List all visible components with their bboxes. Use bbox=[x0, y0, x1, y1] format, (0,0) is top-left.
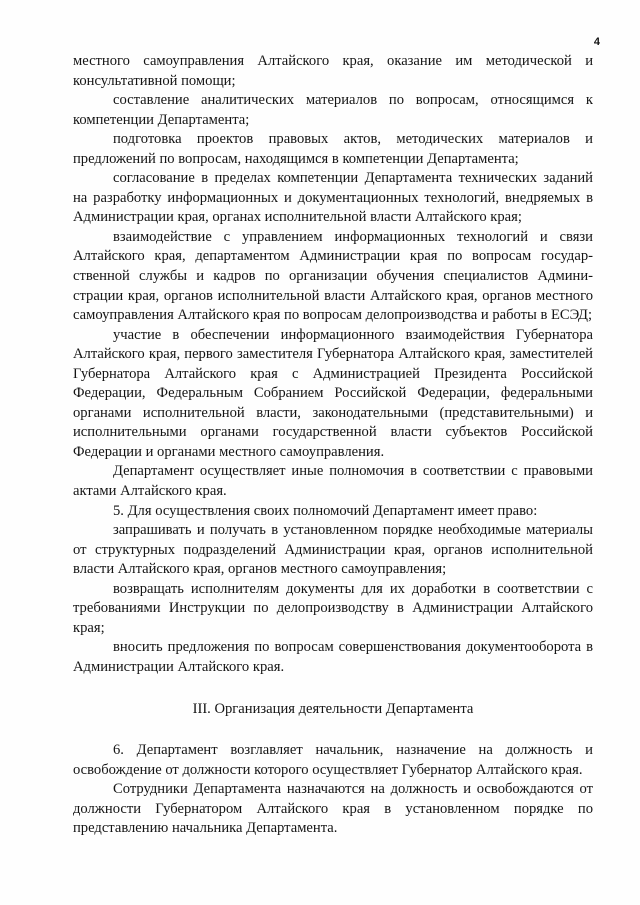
paragraph: подготовка проектов правовых актов, методических материалов и предложений по вопросам, находящимся в компетенции Департамента; bbox=[73, 131, 593, 167]
section-heading: III. Организация деятельности Департамента bbox=[192, 700, 474, 717]
paragraph: 5. Для осуществления своих полномочий Департамент имеет право: bbox=[113, 502, 538, 519]
paragraph: местного самоуправления Алтайского края, оказание им методической и консультативной помощи; bbox=[73, 53, 593, 89]
paragraph: возвращать исполнителям документы для их доработки в соответствии с требованиями Инструкции по делопроизводству в Администрации Алтайского края; bbox=[73, 580, 593, 636]
paragraph: Департамент осуществляет иные полномочия в соответствии с правовыми актами Алтайского края. bbox=[73, 463, 593, 500]
paragraph: 6. Департамент возглавляет начальник, назначение на должность и освобождение от должности которого осуществляет Губернатор Алтайского края. bbox=[73, 742, 593, 778]
paragraph: составление аналитических материалов по вопросам, относящимся к компетенции Департамента; bbox=[73, 92, 593, 128]
paragraph: согласование в пределах компетенции Департамента технических заданий на разработку информационных и документационных технологий, внедряемых в Администрации края, органах исполнительной власти Алтайского края; bbox=[73, 170, 593, 226]
paragraph: участие в обеспечении информационного взаимодействия Губернатора Алтайского края, первого заместителя Губернатора Алтайского края, заместителей Губернатора Алтайского края с Администрацией Президента Российской Федерации, Федеральным Собранием Российской Федерации, федеральными органами исполнительной власти, законодательными (представительными) и исполнительными органами государственной власти субъектов Российской Федерации и органами местного самоуправления. bbox=[73, 326, 593, 460]
paragraph: Сотрудники Департамента назначаются на должность и освобождаются от должности Губернатором Алтайского края в установленном порядке по представлению начальника Департамента. bbox=[73, 781, 593, 837]
paragraph: взаимодействие с управлением информационных технологий и связи Алтайского края, департаментом Администрации края по вопросам государственной службы и кадров по организации обучения специалистов Администрации края, органов исполнительной власти Алтайского края, органов местного самоуправления Алтайского края по вопросам делопроизводства и работы в ЕСЭД; bbox=[73, 228, 593, 324]
page-number: 4 bbox=[593, 36, 600, 48]
document-body bbox=[73, 52, 593, 839]
paragraph: вносить предложения по вопросам совершенствования документооборота в Администрации Алтайского края. bbox=[73, 639, 593, 675]
paragraph: запрашивать и получать в установленном порядке необходимые материалы от структурных подразделений Администрации края, органов исполнительной власти Алтайского края, органов местного самоуправления; bbox=[73, 522, 593, 578]
